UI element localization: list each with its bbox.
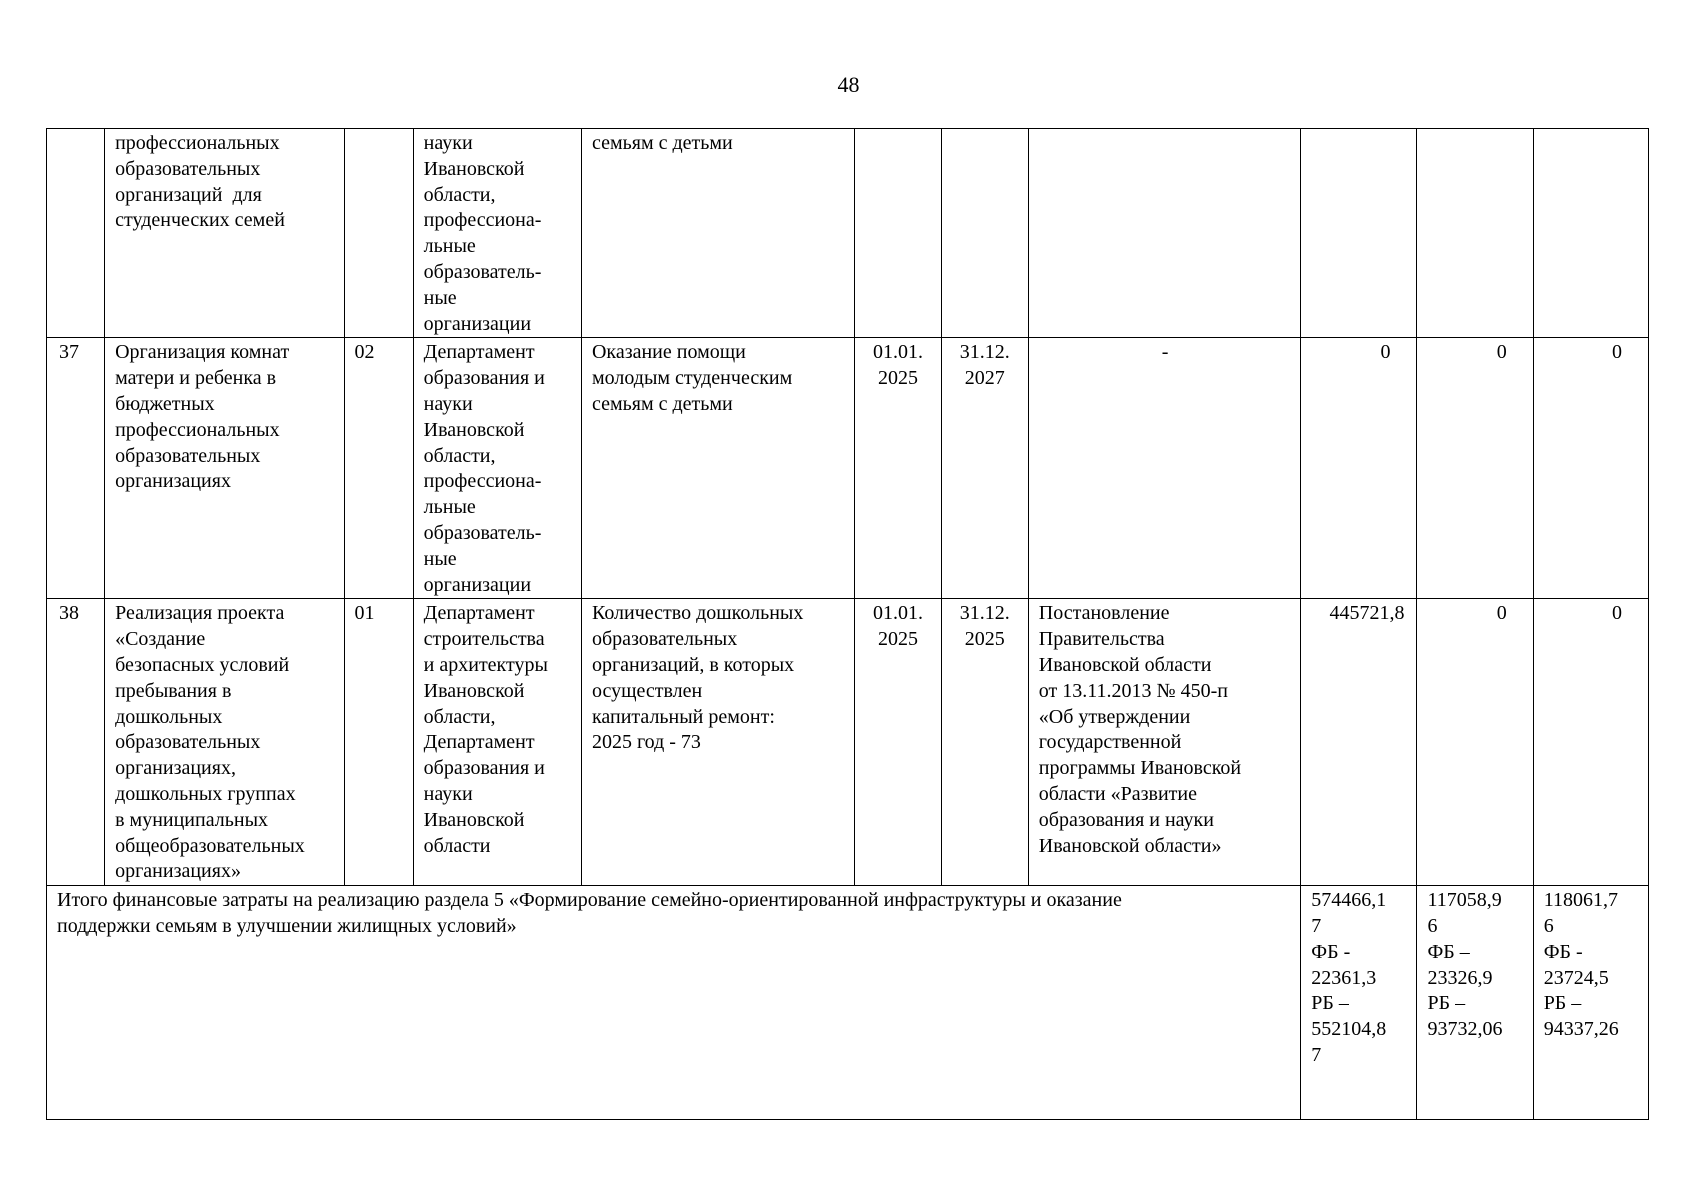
total-2027: 118061,7 6 ФБ - 23724,5 РБ – 94337,26 bbox=[1533, 886, 1648, 1120]
total-label: Итого финансовые затраты на реализацию раздела 5 «Формирование семейно-ориентированной инфраструктуры и оказание поддержки семьям в улучшении жилищных условий» bbox=[47, 886, 1301, 1120]
total-2025: 574466,1 7 ФБ - 22361,3 РБ – 552104,8 7 bbox=[1301, 886, 1417, 1120]
start-date bbox=[855, 129, 941, 338]
amount-2025: 445721,8 bbox=[1301, 599, 1417, 886]
row-number bbox=[47, 129, 105, 338]
amount-2025 bbox=[1301, 129, 1417, 338]
end-date: 31.12. 2027 bbox=[941, 338, 1028, 599]
measure-code: 01 bbox=[344, 599, 413, 886]
start-date: 01.01. 2025 bbox=[855, 338, 941, 599]
table-row-38 bbox=[47, 599, 1649, 886]
end-date: 31.12. 2025 bbox=[941, 599, 1028, 886]
amount-2027: 0 bbox=[1533, 599, 1648, 886]
total-2026: 117058,9 6 ФБ – 23326,9 РБ – 93732,06 bbox=[1417, 886, 1533, 1120]
measure-name: Организация комнат матери и ребенка в бюджетных профессиональных образовательных организациях bbox=[105, 338, 344, 599]
amount-2026: 0 bbox=[1417, 338, 1533, 599]
legal-basis bbox=[1028, 129, 1301, 338]
table-row-continuation bbox=[47, 129, 1649, 338]
row-number: 37 bbox=[47, 338, 105, 599]
amount-2025: 0 bbox=[1301, 338, 1417, 599]
program-table bbox=[46, 128, 1649, 1120]
measure-result: Оказание помощи молодым студенческим семьям с детьми bbox=[581, 338, 855, 599]
measure-executor: Департамент образования и науки Ивановской области, профессиона- льные образователь- ные организации bbox=[413, 338, 581, 599]
start-date: 01.01. 2025 bbox=[855, 599, 941, 886]
measure-name: профессиональных образовательных организаций для студенческих семей bbox=[105, 129, 344, 338]
measure-name: Реализация проекта «Создание безопасных условий пребывания в дошкольных образовательных организациях, дошкольных группах в муниципальных общеобразовательных организациях» bbox=[105, 599, 344, 886]
legal-basis: Постановление Правительства Ивановской области от 13.11.2013 № 450-п «Об утверждении государственной программы Ивановской области «Развитие образования и науки Ивановской области» bbox=[1028, 599, 1301, 886]
measure-executor: науки Ивановской области, профессиона- льные образователь- ные организации bbox=[413, 129, 581, 338]
measure-executor: Департамент строительства и архитектуры Ивановской области, Департамент образования и науки Ивановской области bbox=[413, 599, 581, 886]
end-date bbox=[941, 129, 1028, 338]
legal-basis: - bbox=[1028, 338, 1301, 599]
amount-2026: 0 bbox=[1417, 599, 1533, 886]
page-number: 48 bbox=[837, 72, 860, 97]
amount-2027: 0 bbox=[1533, 338, 1648, 599]
table-row-37 bbox=[47, 338, 1649, 599]
measure-result: Количество дошкольных образовательных организаций, в которых осуществлен капитальный ремонт: 2025 год - 73 bbox=[581, 599, 855, 886]
measure-result: семьям с детьми bbox=[581, 129, 855, 338]
measure-code bbox=[344, 129, 413, 338]
total-row bbox=[47, 886, 1649, 1120]
measure-code: 02 bbox=[344, 338, 413, 599]
amount-2026 bbox=[1417, 129, 1533, 338]
row-number: 38 bbox=[47, 599, 105, 886]
amount-2027 bbox=[1533, 129, 1648, 338]
